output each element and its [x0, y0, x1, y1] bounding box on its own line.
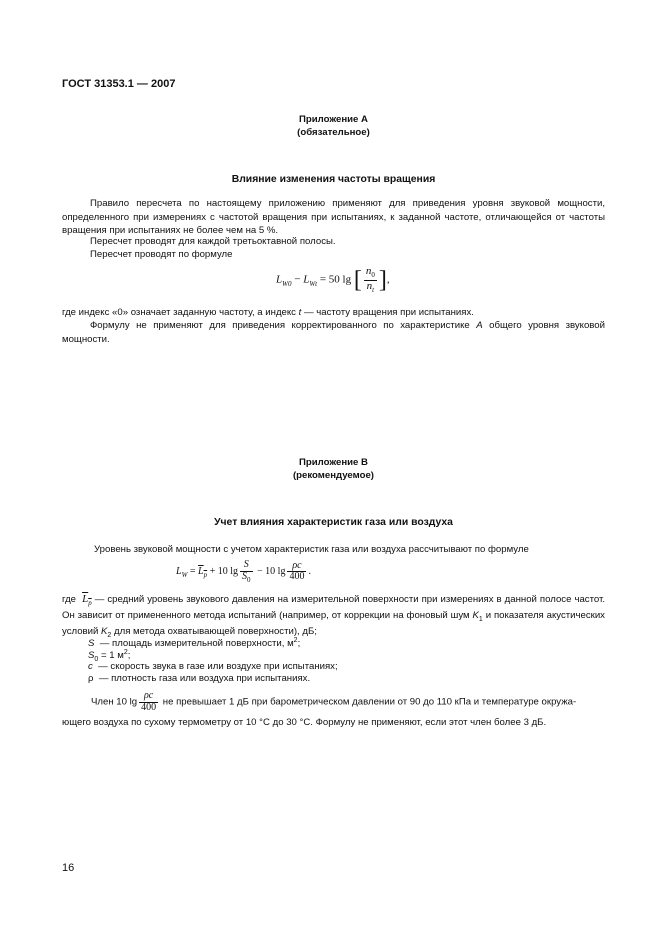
appendix-a-title: Приложение А: [299, 114, 368, 125]
appendix-a-paragraph-2: Пересчет проводят для каждой третьоктавной полосы.: [90, 236, 336, 247]
appendix-a-heading: Влияние изменения частоты вращения: [231, 174, 436, 185]
appendix-b-title: Приложение В: [299, 457, 368, 468]
definition-s: S — площадь измерительной поверхности, $м^2$;: [88, 637, 301, 650]
definition-s0: $S_0 = 1$ $м^2$;: [88, 649, 131, 664]
appendix-a-paragraph-3: Пересчет проводят по формуле: [90, 249, 233, 260]
appendix-a-paragraph-4: где индекс «0» означает заданную частоту, а индекс t — частоту вращения при испытаниях.: [62, 307, 474, 318]
appendix-a-paragraph-5: Формулу не применяют для приведения корректированного по характеристике А общего уровня звуковой мощности.: [62, 320, 605, 345]
formula-b: $L_W = L_p + 10$ lg $\frac{S}{S_0}$ − 10 lg $\frac{\rho c}{400}$ .: [176, 559, 311, 584]
document-header: ГОСТ 31353.1 — 2007: [62, 78, 176, 90]
appendix-a-paragraph-1: Правило пересчета по настоящему приложению применяют для приведения уровня звуковой мощности, определенного при измерениях с частотой вращения при испытаниях, к заданной частоте, отличающейся от частоты вращения при испытаниях не более чем на 5 %.: [62, 198, 605, 237]
definition-lp: где $L_p$ — средний уровень звукового давления на измерительной поверхности при измерениях в данной полосе частот. Он зависит от примененного метода испытаний (например, от коррекции на фоновый шум $K_1$ и показателя акустических условий $K_2$ для метода охватывающей поверхности), дБ;: [62, 593, 605, 639]
formula-a: $L_{W0} - L_{Wt} = 50$ lg [ $\frac{n_0}{n_t}$ ],: [276, 265, 390, 294]
appendix-b-last-paragraph-line-2: ющего воздуха по сухому термометру от 10 °С до 30 °С. Формулу не применяют, если этот член более 3 дБ.: [62, 717, 547, 728]
appendix-b-paragraph-1: Уровень звуковой мощности с учетом характеристик газа или воздуха рассчитывают по формуле: [94, 544, 529, 555]
appendix-b-status: (рекомендуемое): [292, 470, 374, 481]
page-number: 16: [62, 862, 75, 874]
definition-c: c — скорость звука в газе или воздухе при испытаниях;: [88, 661, 338, 672]
definition-rho: ρ — плотность газа или воздуха при испытаниях.: [88, 673, 311, 684]
appendix-a-status: (обязательное): [297, 127, 370, 138]
appendix-b-last-paragraph-line-1: Член 10 lg $\frac{\rho c}{400}$ не превышает 1 дБ при барометрическом давлении от 90 до 110 кПа и температуре окружа-: [91, 690, 577, 713]
appendix-b-heading: Учет влияния характеристик газа или воздуха: [214, 517, 453, 528]
